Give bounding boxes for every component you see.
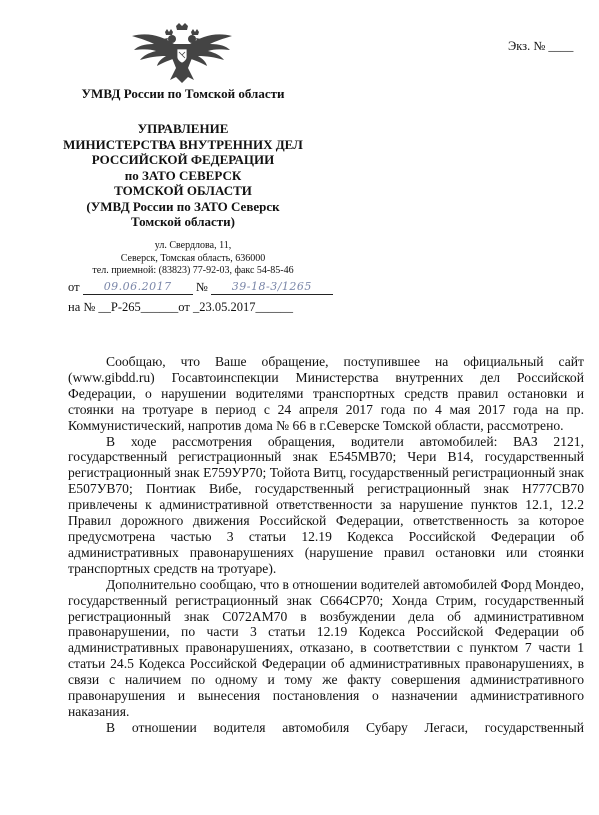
reg-from-label: от	[68, 280, 80, 294]
department-block	[58, 121, 308, 230]
department-line: МИНИСТЕРСТВА ВНУТРЕННИХ ДЕЛ	[63, 136, 303, 152]
ref-number: Р-265	[110, 300, 141, 314]
address-line: Северск, Томская область, 636000	[120, 252, 266, 264]
body-paragraph: Дополнительно сообщаю, что в отношении водителей автомобилей Форд Мондео, государственный регистрационный знак С664СР70; Хонда Стрим, государственный регистрационный знак С072АМ70 в возбуждении дела об административном правонарушении, по части 3 статьи 12.19 Кодекса Российской Федерации об административных правонарушениях, отказано, в соответствии с пунктом 7 части 1 статьи 24.5 Кодекса Российской Федерации об административных правонарушениях, в связи с наличием по одному и тому же факту совершения административного правонарушения и вынесения постановления о назначении административного наказания.	[68, 576, 584, 719]
address-block	[68, 240, 318, 278]
reg-number-handwritten: 39-18-3/1265	[231, 280, 312, 293]
body-paragraph: В отношении водителя автомобиля Субару Легаси, государственный	[106, 719, 584, 735]
org-title: УМВД России по Томской области	[81, 86, 285, 101]
department-line: Томской области)	[131, 214, 235, 229]
ref-date: 23.05.2017	[199, 300, 256, 314]
department-line: ТОМСКОЙ ОБЛАСТИ	[114, 183, 252, 198]
letter-body	[68, 354, 584, 736]
ref-from-label: от	[178, 300, 190, 314]
incoming-reference: на № __Р-265______от _23.05.2017______	[68, 300, 293, 314]
address-line: ул. Свердлова, 11,	[154, 240, 232, 251]
body-paragraph: В ходе рассмотрения обращения, водители автомобилей: ВАЗ 2121, государственный регистрационный знак Е545МВ70; Чери В14, государственный регистрационный знак Е759УР70; Тойота Витц, государственный регистрационный знак Е507УВ70; Понтиак Вибе, государственный регистрационный знак Н777СВ70 привлечены к административной ответственности за нарушение пунктов 12.1, 12.2 Правил дорожного движения Российской Федерации, ответственность за которое предусмотрена частью 3 статьи 12.19 Кодекса Российской Федерации об административных правонарушениях (нарушение правил остановки или стоянки транспортных средств на тротуаре).	[68, 433, 584, 576]
double-headed-eagle-icon	[128, 22, 236, 86]
reg-date-field	[83, 281, 193, 295]
ref-no-label: на №	[68, 300, 96, 314]
reg-number-field	[211, 281, 333, 295]
address-line: тел. приемной: (83823) 77-92-03, факс 54-85-46	[92, 265, 294, 276]
department-line: по ЗАТО СЕВЕРСК	[124, 167, 242, 183]
copy-number-label: Экз. № ____	[508, 39, 574, 53]
reg-number-label: №	[195, 280, 208, 294]
department-line: (УМВД России по ЗАТО Северск	[86, 198, 280, 214]
outgoing-registration	[68, 280, 333, 295]
body-paragraph: Сообщаю, что Ваше обращение, поступившее на официальный сайт (www.gibdd.ru) Госавтоинспекции Министерства внутренних дел Российской Федерации, о нарушении водителями транспортных средств правил остановки и стоянки на тротуаре в период с 24 апреля 2017 года по 4 мая 2017 года на пр. Коммунистический, напротив дома № 66 в г.Северске Томской области, рассмотрено.	[68, 354, 584, 433]
department-line: УПРАВЛЕНИЕ	[137, 121, 229, 136]
reg-date-handwritten: 09.06.2017	[103, 280, 172, 293]
department-line: РОССИЙСКОЙ ФЕДЕРАЦИИ	[91, 152, 275, 167]
